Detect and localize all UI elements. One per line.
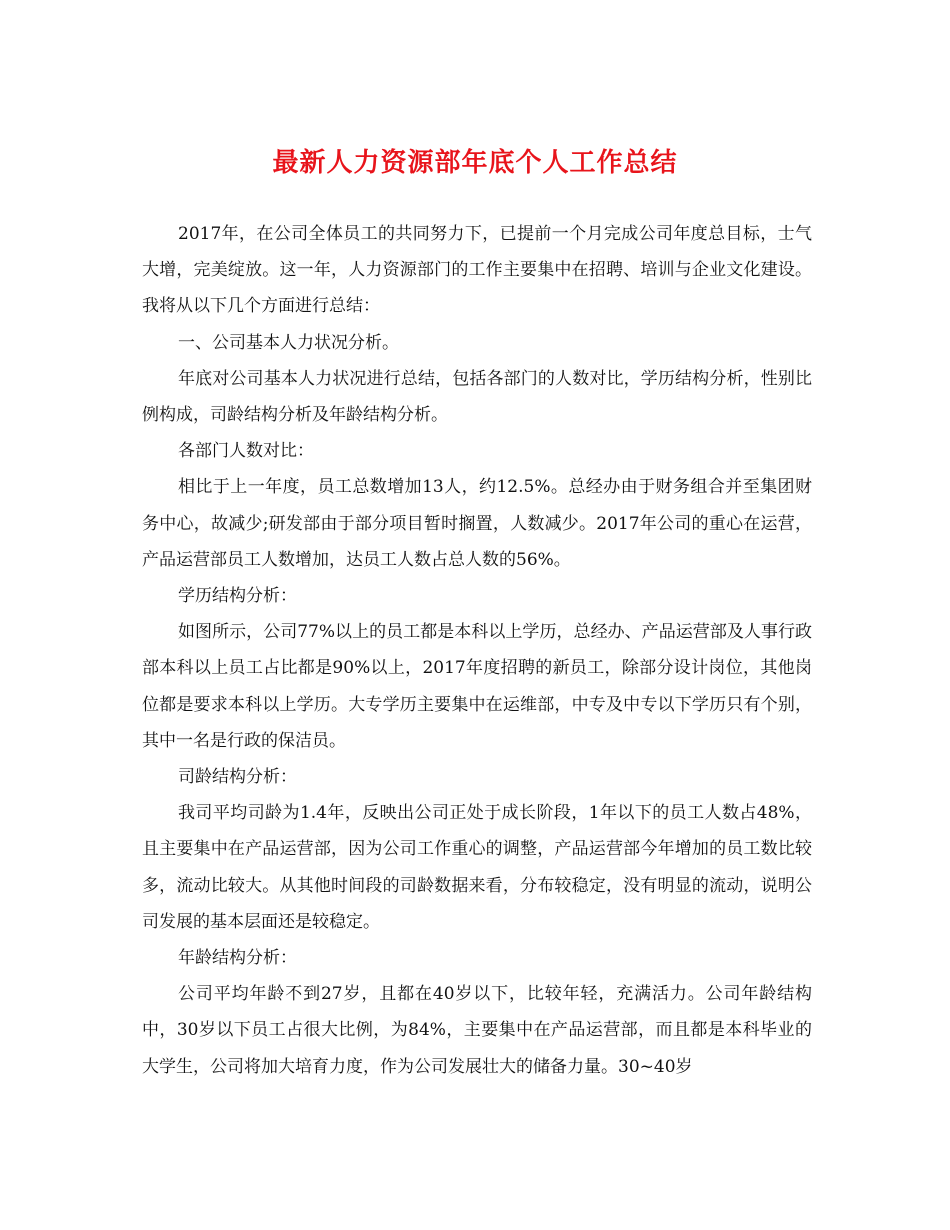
document-title: 最新人力资源部年底个人工作总结 bbox=[272, 148, 678, 178]
subheading-age-structure: 年龄结构分析： bbox=[178, 948, 297, 969]
paragraph-education-structure: 如图所示，公司77%以上的员工都是本科以上学历，总经办、产品运营部及人事行政部本科以上员工占比都是90%以上，2017年度招聘的新员工，除部分设计岗位，其他岗位都是要求本科以上学历。大专学历主要集中在运维部，中专及中专以下学历只有个别，其中一名是行政的保洁员。 bbox=[142, 622, 812, 751]
document-body bbox=[142, 216, 812, 1085]
subheading-tenure-structure: 司龄结构分析： bbox=[178, 767, 297, 788]
paragraph-intro: 2017年，在公司全体员工的共同努力下，已提前一个月完成公司年度总目标，士气大增，完美绽放。这一年，人力资源部门的工作主要集中在招聘、培训与企业文化建设。我将从以下几个方面进行总结： bbox=[142, 224, 812, 317]
subheading-education-structure: 学历结构分析： bbox=[178, 586, 297, 607]
paragraph-age-structure: 公司平均年龄不到27岁，且都在40岁以下，比较年轻，充满活力。公司年龄结构中，30岁以下员工占很大比例，为84%，主要集中在产品运营部，而且都是本科毕业的大学生，公司将加大培育力度，作为公司发展壮大的储备力量。30~40岁 bbox=[142, 984, 812, 1077]
paragraph-analysis-overview: 年底对公司基本人力状况进行总结，包括各部门的人数对比，学历结构分析，性别比例构成，司龄结构分析及年龄结构分析。 bbox=[142, 368, 812, 426]
paragraph-tenure-structure: 我司平均司龄为1.4年，反映出公司正处于成长阶段，1年以下的员工人数占48%，且主要集中在产品运营部，因为公司工作重心的调整，产品运营部今年增加的员工数比较多，流动比较大。从其他时间段的司龄数据来看，分布较稳定，没有明显的流动，说明公司发展的基本层面还是较稳定。 bbox=[142, 803, 812, 932]
paragraph-department-headcount: 相比于上一年度，员工总数增加13人，约12.5%。总经办由于财务组合并至集团财务中心，故减少;研发部由于部分项目暂时搁置，人数减少。2017年公司的重心在运营，产品运营部员工人数增加，达员工人数占总人数的56%。 bbox=[142, 477, 812, 570]
section-heading-basic-analysis: 一、公司基本人力状况分析。 bbox=[178, 332, 399, 353]
subheading-department-headcount: 各部门人数对比： bbox=[178, 441, 314, 462]
